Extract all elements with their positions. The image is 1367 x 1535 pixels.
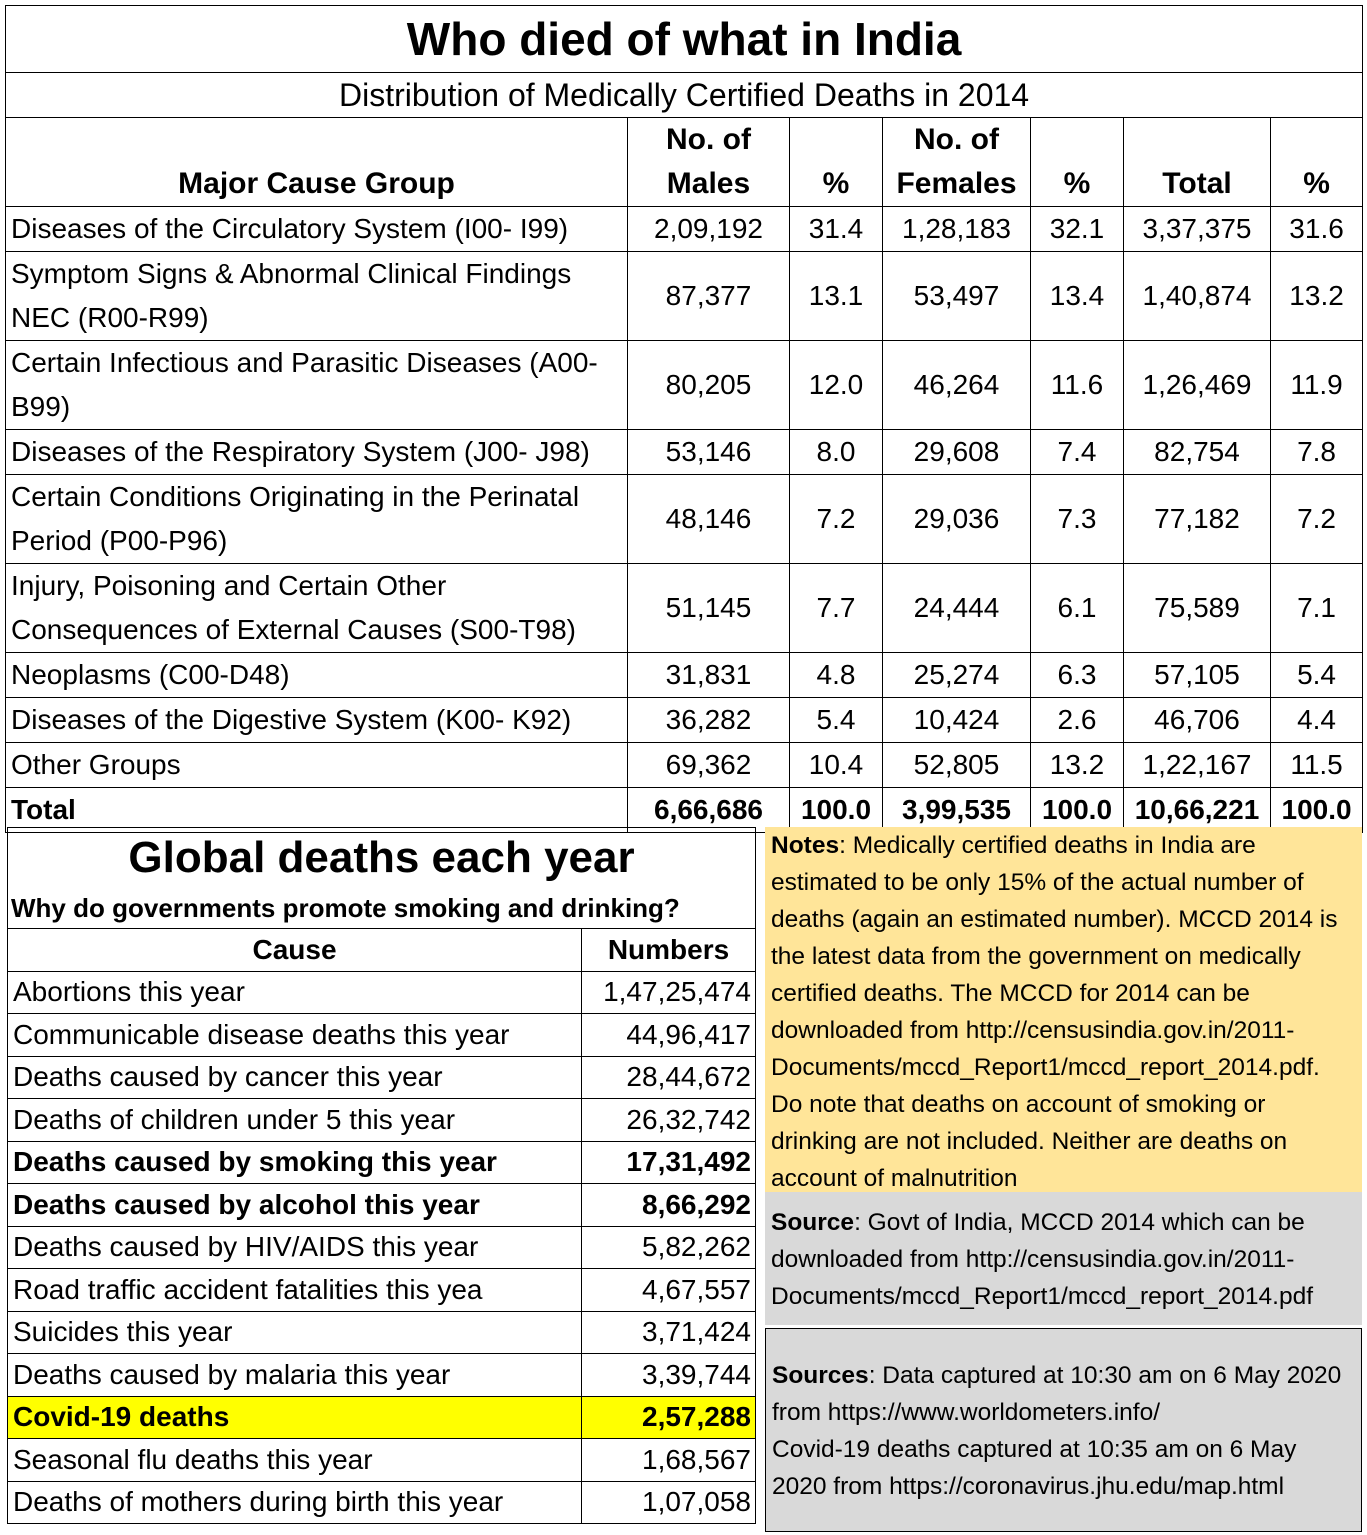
box-text: from https://www.worldometers.info/	[772, 1399, 1161, 1426]
cell-females: 25,274	[883, 653, 1031, 698]
number-cell: 17,31,492	[582, 1141, 756, 1184]
global-table-subtitle: Why do governments promote smoking and drinking?	[8, 888, 756, 929]
cell-females-pct: 6.1	[1031, 564, 1124, 653]
box-text: drinking are not included. Neither are deaths on	[771, 1128, 1288, 1155]
box-line	[771, 1241, 1356, 1278]
cell-males-pct: 8.0	[790, 430, 883, 475]
cause-cell: Deaths of children under 5 this year	[8, 1099, 582, 1142]
cause-cell: Deaths caused by HIV/AIDS this year	[8, 1226, 582, 1269]
cell-total-pct: 11.9	[1271, 341, 1363, 430]
number-cell: 28,44,672	[582, 1056, 756, 1099]
cell-males-pct: 13.1	[790, 252, 883, 341]
box-line	[772, 1468, 1355, 1505]
box-text: the latest data from the government on medically	[771, 943, 1301, 970]
box-line	[771, 975, 1356, 1012]
global-table-title: Global deaths each year	[8, 828, 756, 889]
cell-total-pct: 5.4	[1271, 653, 1363, 698]
cell-total-pct: 4.4	[1271, 698, 1363, 743]
cell-males-pct: 5.4	[790, 698, 883, 743]
table-row	[8, 1141, 756, 1184]
table-row	[8, 1396, 756, 1439]
cell-females-pct: 13.2	[1031, 743, 1124, 788]
box-text: Do note that deaths on account of smoking or	[771, 1091, 1266, 1118]
cell-females-pct: 32.1	[1031, 207, 1124, 252]
cause-cell: Neoplasms (C00-D48)	[6, 653, 628, 698]
cause-cell: Deaths of mothers during birth this year	[8, 1481, 582, 1524]
cell-total-pct: 11.5	[1271, 743, 1363, 788]
cell-males: 2,09,192	[628, 207, 790, 252]
global-table-header	[8, 929, 756, 972]
cause-cell: Abortions this year	[8, 971, 582, 1014]
cell-males-pct: 7.7	[790, 564, 883, 653]
cause-cell: Certain Infectious and Parasitic Diseases (A00-B99)	[6, 341, 628, 430]
cell-males-pct: 10.4	[790, 743, 883, 788]
box-text: : Medically certified deaths in India are	[839, 832, 1256, 859]
cell-males: 80,205	[628, 341, 790, 430]
table-row	[8, 971, 756, 1014]
table-row	[6, 743, 1363, 788]
cell-total-pct: 7.8	[1271, 430, 1363, 475]
box-text: : Data captured at 10:30 am on 6 May 2020	[868, 1362, 1342, 1389]
number-cell: 44,96,417	[582, 1014, 756, 1057]
box-line	[771, 827, 1356, 864]
number-cell: 3,71,424	[582, 1311, 756, 1354]
box-label: Source	[771, 1209, 855, 1236]
box-line	[771, 864, 1356, 901]
india-col-header-line2: %	[822, 167, 850, 200]
number-cell: 1,68,567	[582, 1439, 756, 1482]
number-cell: 2,57,288	[582, 1396, 756, 1439]
box-text: Documents/mccd_Report1/mccd_report_2014.pdf	[771, 1283, 1314, 1310]
cell-females-pct: 7.3	[1031, 475, 1124, 564]
cell-males-pct: 31.4	[790, 207, 883, 252]
cell-females: 24,444	[883, 564, 1031, 653]
box-label: Notes	[771, 832, 840, 859]
cell-total: 82,754	[1124, 430, 1271, 475]
table-row	[8, 1226, 756, 1269]
table-row	[6, 653, 1363, 698]
india-col-header-6	[1271, 118, 1363, 207]
cell-total: 77,182	[1124, 475, 1271, 564]
india-col-header-2	[790, 118, 883, 207]
cell-males: 31,831	[628, 653, 790, 698]
cell-total: 10,66,221	[1124, 788, 1271, 833]
cause-cell: Diseases of the Circulatory System (I00- I99)	[6, 207, 628, 252]
box-line	[771, 1049, 1356, 1086]
india-table-header	[6, 118, 1363, 207]
india-col-header-line2: Females	[896, 167, 1017, 200]
cell-males: 6,66,686	[628, 788, 790, 833]
number-cell: 5,82,262	[582, 1226, 756, 1269]
box-text: Covid-19 deaths captured at 10:35 am on 6 May	[772, 1436, 1297, 1463]
box-text: estimated to be only 15% of the actual number of	[771, 869, 1304, 896]
number-cell: 1,47,25,474	[582, 971, 756, 1014]
cause-cell: Seasonal flu deaths this year	[8, 1439, 582, 1482]
cell-females-pct: 100.0	[1031, 788, 1124, 833]
table-row	[6, 341, 1363, 430]
cause-cell: Deaths caused by cancer this year	[8, 1056, 582, 1099]
number-cell: 26,32,742	[582, 1099, 756, 1142]
box-label: Sources	[772, 1362, 869, 1389]
india-col-header-1	[628, 118, 790, 207]
cell-males: 87,377	[628, 252, 790, 341]
cell-females: 29,036	[883, 475, 1031, 564]
box-line	[771, 1012, 1356, 1049]
cell-total-pct: 13.2	[1271, 252, 1363, 341]
table-row	[8, 1014, 756, 1057]
cell-males: 48,146	[628, 475, 790, 564]
number-cell: 1,07,058	[582, 1481, 756, 1524]
sources-box	[765, 1328, 1362, 1532]
cell-total-pct: 31.6	[1271, 207, 1363, 252]
cell-females-pct: 13.4	[1031, 252, 1124, 341]
box-line	[771, 901, 1356, 938]
box-text: account of malnutrition	[771, 1165, 1018, 1192]
cause-cell: Injury, Poisoning and Certain Other Consequences of External Causes (S00-T98)	[6, 564, 628, 653]
cause-cell: Deaths caused by alcohol this year	[8, 1184, 582, 1227]
cell-males: 51,145	[628, 564, 790, 653]
box-text: downloaded from http://censusindia.gov.in/2011-	[771, 1017, 1295, 1044]
table-row	[6, 207, 1363, 252]
cause-cell: Deaths caused by malaria this year	[8, 1354, 582, 1397]
global-deaths-table	[7, 827, 756, 1524]
cause-cell: Communicable disease deaths this year	[8, 1014, 582, 1057]
table-row	[8, 1439, 756, 1482]
cell-males: 36,282	[628, 698, 790, 743]
box-text: : Govt of India, MCCD 2014 which can be	[854, 1209, 1305, 1236]
india-col-header-0	[6, 118, 628, 207]
number-cell: 3,39,744	[582, 1354, 756, 1397]
cell-total: 1,40,874	[1124, 252, 1271, 341]
cell-total-pct: 100.0	[1271, 788, 1363, 833]
cell-total: 1,22,167	[1124, 743, 1271, 788]
cause-cell: Total	[6, 788, 628, 833]
cell-total: 3,37,375	[1124, 207, 1271, 252]
india-col-header-line2: Total	[1162, 167, 1232, 200]
header-numbers: Numbers	[582, 929, 756, 972]
table-row	[6, 698, 1363, 743]
cell-females: 10,424	[883, 698, 1031, 743]
box-line	[771, 938, 1356, 975]
india-col-header-line2: Major Cause Group	[178, 167, 455, 200]
table-row	[6, 430, 1363, 475]
cause-cell: Diseases of the Digestive System (K00- K92)	[6, 698, 628, 743]
notes-box	[765, 827, 1362, 1192]
cell-total: 75,589	[1124, 564, 1271, 653]
cell-females: 3,99,535	[883, 788, 1031, 833]
table-row	[8, 1099, 756, 1142]
cause-cell: Certain Conditions Originating in the Perinatal Period (P00-P96)	[6, 475, 628, 564]
table-row	[6, 252, 1363, 341]
table-row	[6, 564, 1363, 653]
table-row	[8, 1481, 756, 1524]
source-box	[765, 1192, 1362, 1325]
box-text: 2020 from https://coronavirus.jhu.edu/map.html	[772, 1473, 1285, 1500]
cell-females: 52,805	[883, 743, 1031, 788]
box-line	[771, 1204, 1356, 1241]
cell-males: 69,362	[628, 743, 790, 788]
cause-cell: Diseases of the Respiratory System (J00- J98)	[6, 430, 628, 475]
cell-total-pct: 7.1	[1271, 564, 1363, 653]
india-col-header-line2: %	[1303, 167, 1330, 200]
table-row	[6, 475, 1363, 564]
india-col-header-4	[1031, 118, 1124, 207]
india-col-header-3	[883, 118, 1031, 207]
cell-males-pct: 7.2	[790, 475, 883, 564]
india-col-header-line2: %	[1063, 167, 1091, 200]
box-text: downloaded from http://censusindia.gov.in/2011-	[771, 1246, 1295, 1273]
cell-total: 1,26,469	[1124, 341, 1271, 430]
cell-females-pct: 11.6	[1031, 341, 1124, 430]
table-row	[8, 1269, 756, 1312]
india-col-header-line2: Males	[666, 167, 751, 200]
india-col-header-line1: No. of	[914, 123, 999, 156]
india-deaths-table	[5, 5, 1363, 833]
cell-females: 29,608	[883, 430, 1031, 475]
cell-total: 46,706	[1124, 698, 1271, 743]
india-table-title: Who died of what in India	[6, 6, 1363, 73]
box-line	[771, 1278, 1356, 1315]
cell-total: 57,105	[1124, 653, 1271, 698]
number-cell: 8,66,292	[582, 1184, 756, 1227]
table-row	[8, 1184, 756, 1227]
cell-females: 1,28,183	[883, 207, 1031, 252]
box-text: certified deaths. The MCCD for 2014 can be	[771, 980, 1250, 1007]
cell-females: 53,497	[883, 252, 1031, 341]
total-row	[6, 788, 1363, 833]
india-table-subtitle: Distribution of Medically Certified Deaths in 2014	[6, 73, 1363, 118]
cause-cell: Other Groups	[6, 743, 628, 788]
cause-cell: Suicides this year	[8, 1311, 582, 1354]
cell-females-pct: 6.3	[1031, 653, 1124, 698]
box-line	[772, 1431, 1355, 1468]
india-col-header-5	[1124, 118, 1271, 207]
cause-cell: Deaths caused by smoking this year	[8, 1141, 582, 1184]
box-text: deaths (again an estimated number). MCCD 2014 is	[771, 906, 1338, 933]
number-cell: 4,67,557	[582, 1269, 756, 1312]
cell-total-pct: 7.2	[1271, 475, 1363, 564]
box-line	[772, 1394, 1355, 1431]
cell-males-pct: 100.0	[790, 788, 883, 833]
table-row	[8, 1354, 756, 1397]
cell-females-pct: 2.6	[1031, 698, 1124, 743]
box-text: Documents/mccd_Report1/mccd_report_2014.pdf.	[771, 1054, 1320, 1081]
cell-males-pct: 4.8	[790, 653, 883, 698]
box-line	[771, 1123, 1356, 1160]
cell-males-pct: 12.0	[790, 341, 883, 430]
cause-cell: Covid-19 deaths	[8, 1396, 582, 1439]
box-line	[771, 1086, 1356, 1123]
table-row	[8, 1311, 756, 1354]
cause-cell: Road traffic accident fatalities this yea	[8, 1269, 582, 1312]
header-cause: Cause	[8, 929, 582, 972]
table-row	[8, 1056, 756, 1099]
cause-cell: Symptom Signs & Abnormal Clinical Findings NEC (R00-R99)	[6, 252, 628, 341]
cell-females-pct: 7.4	[1031, 430, 1124, 475]
cell-males: 53,146	[628, 430, 790, 475]
india-col-header-line1: No. of	[666, 123, 751, 156]
box-line	[772, 1357, 1355, 1394]
cell-females: 46,264	[883, 341, 1031, 430]
